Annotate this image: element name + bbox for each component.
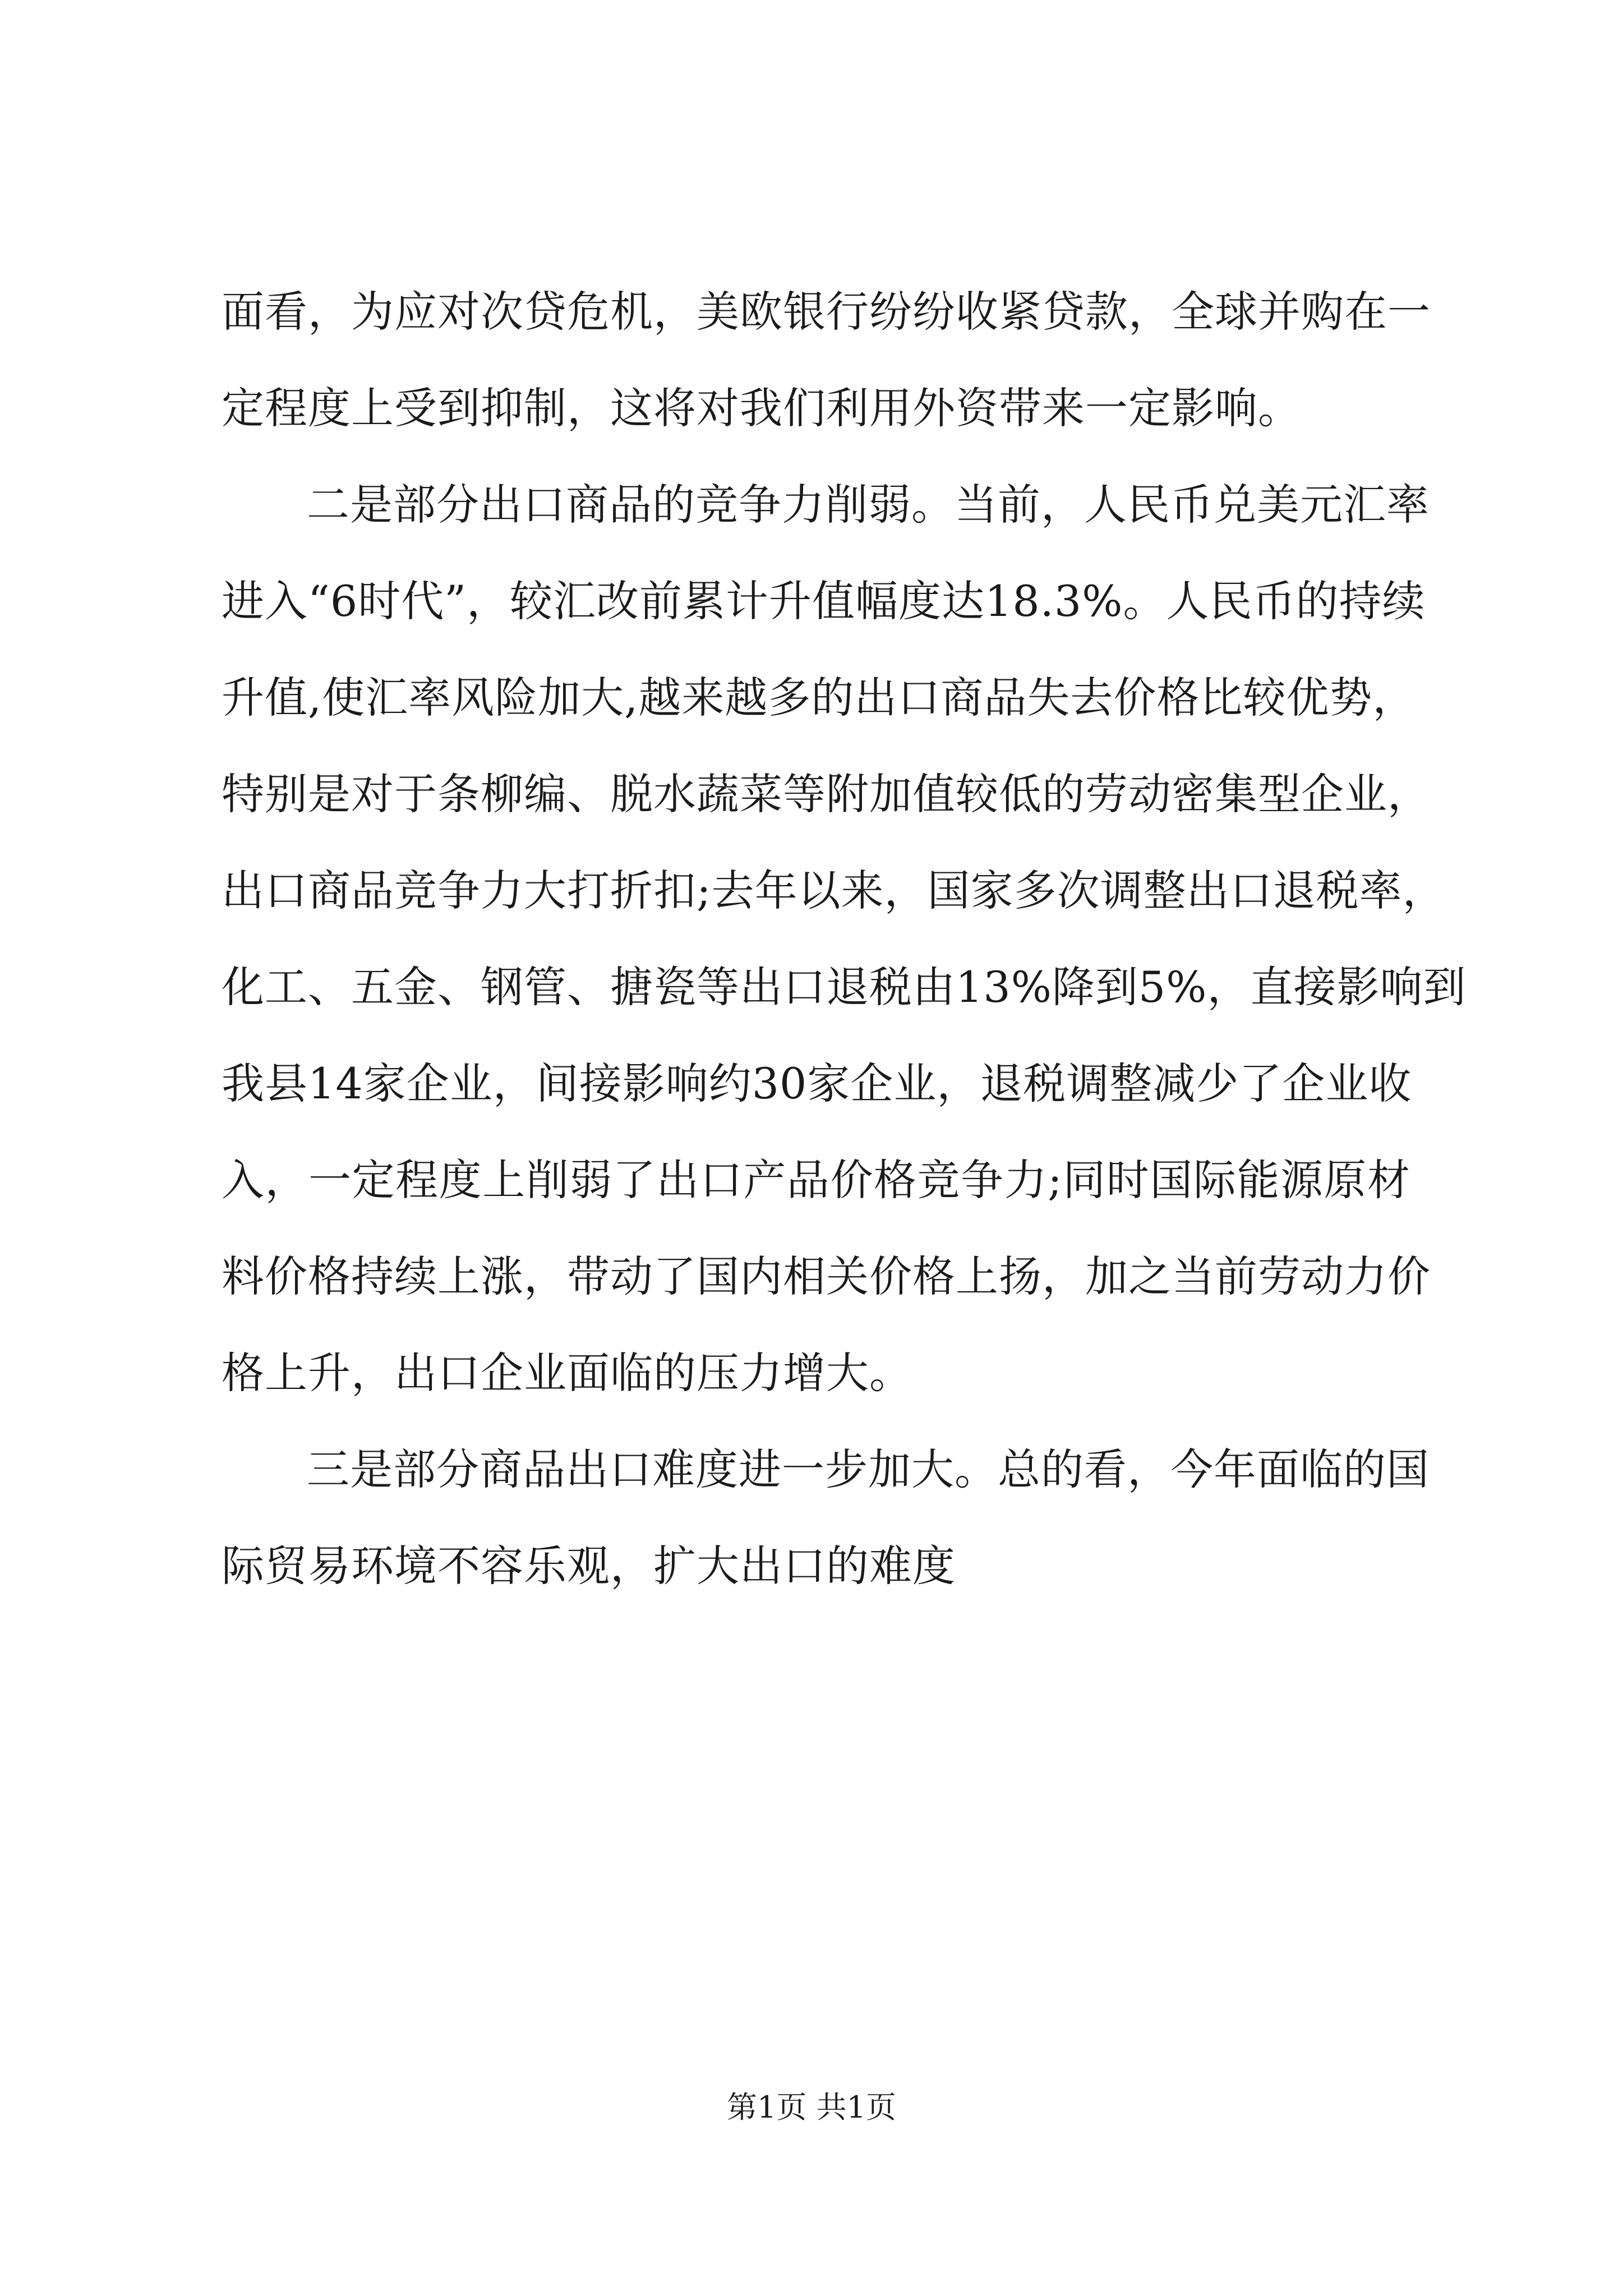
- text-line-13: 三是部分商品出口难度进一步加大。总的看，今年面临的国: [307, 1444, 1430, 1494]
- text-line-3: 二是部分出口商品的竞争力削弱。当前，人民币兑美元汇率: [307, 480, 1430, 530]
- text-line-14: 际贸易环境不容乐观，扩大出口的难度: [222, 1541, 956, 1591]
- page-footer: 第1页 共1页: [727, 2090, 896, 2125]
- text-line-11: 料价格持续上涨，带动了国内相关价格上扬，加之当前劳动力价: [222, 1251, 1431, 1301]
- text-line-7: 出口商品竞争力大打折扣;去年以来，国家多次调整出口退税率，: [222, 866, 1446, 915]
- text-line-6: 特别是对于条柳编、脱水蔬菜等附加值较低的劳动密集型企业，: [222, 769, 1431, 819]
- text-line-1: 面看，为应对次贷危机，美欧银行纷纷收紧贷款，全球并购在一: [222, 287, 1431, 337]
- body-text: [222, 264, 1467, 1614]
- text-line-4: 进入“6时代”，较汇改前累计升值幅度达18.3%。人民币的持续: [222, 576, 1426, 626]
- text-line-2: 定程度上受到抑制，这将对我们利用外资带来一定影响。: [222, 383, 1301, 433]
- text-line-8: 化工、五金、钢管、搪瓷等出口退税由13%降到5%，直接影响到: [222, 962, 1467, 1012]
- text-line-12: 格上升，出口企业面临的压力增大。: [222, 1348, 912, 1398]
- text-line-9: 我县14家企业，间接影响约30家企业，退税调整减少了企业收: [222, 1059, 1412, 1108]
- text-line-5: 升值,使汇率风险加大,越来越多的出口商品失去价格比较优势，: [222, 673, 1416, 723]
- text-line-10: 入，一定程度上削弱了出口产品价格竞争力;同时国际能源原材: [222, 1155, 1410, 1205]
